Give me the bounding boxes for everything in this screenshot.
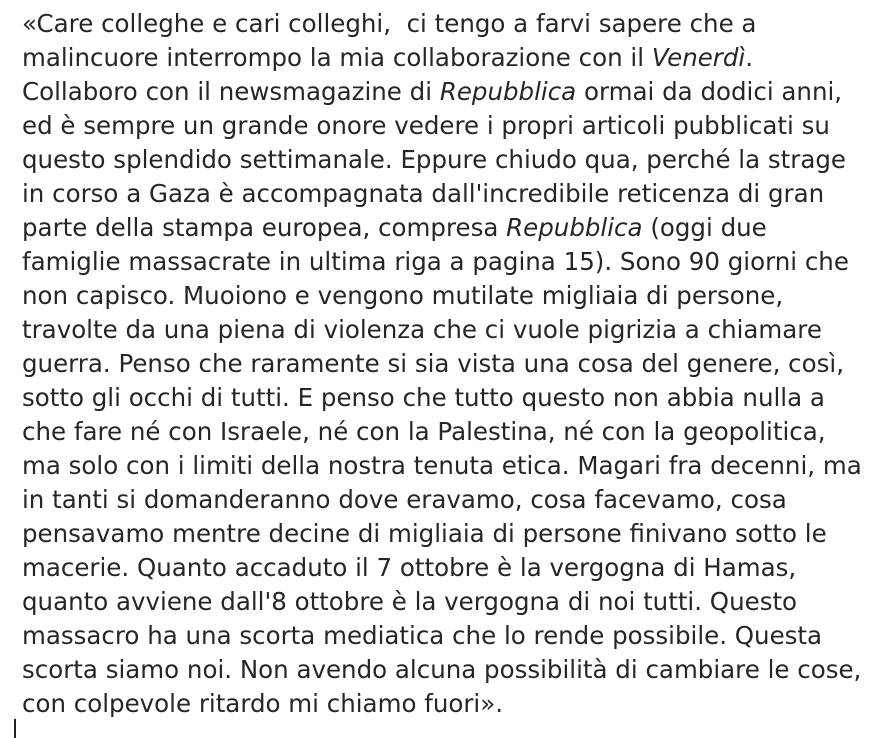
text-run: ma solo con i limiti della nostra tenuta etica. Magari fra decenni, ma: [22, 451, 862, 480]
text-run: scorta siamo noi. Non avendo alcuna possibilità di cambiare le cose,: [22, 655, 862, 684]
text-run: malincuore interrompo la mia collaborazione con il: [22, 43, 652, 72]
text-run: (oggi due: [642, 213, 767, 242]
text-line: [22, 449, 872, 483]
text-run: che fare né con Israele, né con la Palestina, né con la geopolitica,: [22, 417, 826, 446]
text-run: ed è sempre un grande onore vedere i propri articoli pubblicati su: [22, 111, 830, 140]
text-line: [22, 7, 872, 41]
text-run: ormai da dodici anni,: [576, 77, 843, 106]
text-line: [22, 585, 872, 619]
text-line: [22, 279, 872, 313]
italic-run: Repubblica: [506, 213, 643, 242]
text-run: con colpevole ritardo mi chiamo fuori».: [22, 689, 504, 718]
text-line: [22, 177, 872, 211]
text-line: [22, 347, 872, 381]
text-line: [22, 313, 872, 347]
text-line: [22, 245, 872, 279]
text-run: massacro ha una scorta mediatica che lo rende possibile. Questa: [22, 621, 823, 650]
text-line: [22, 551, 872, 585]
text-run: non capisco. Muoiono e vengono mutilate migliaia di persone,: [22, 281, 784, 310]
text-line: [22, 687, 872, 721]
text-run: questo splendido settimanale. Eppure chiudo qua, perché la strage: [22, 145, 846, 174]
text-run: .: [745, 43, 754, 72]
text-run: sotto gli occhi di tutti. E penso che tutto questo non abbia nulla a: [22, 383, 825, 412]
text-cursor: [14, 719, 16, 738]
text-run: in corso a Gaza è accompagnata dall'incredibile reticenza di gran: [22, 179, 825, 208]
text-run: quanto avviene dall'8 ottobre è la vergogna di noi tutti. Questo: [22, 587, 798, 616]
text-run: macerie. Quanto accaduto il 7 ottobre è la vergogna di Hamas,: [22, 553, 797, 582]
text-line: [22, 109, 872, 143]
text-run: Collaboro con il newsmagazine di: [22, 77, 440, 106]
text-line: [22, 517, 872, 551]
text-line: [22, 653, 872, 687]
text-line: [22, 415, 872, 449]
text-line: [22, 41, 872, 75]
text-line: [22, 75, 872, 109]
document-text[interactable]: [22, 7, 872, 721]
text-line: [22, 619, 872, 653]
text-line: [22, 381, 872, 415]
italic-run: Repubblica: [439, 77, 577, 106]
text-run: parte della stampa europea, compresa: [22, 213, 507, 242]
text-run: in tanti si domanderanno dove eravamo, cosa facevamo, cosa: [22, 485, 787, 514]
text-line: [22, 483, 872, 517]
text-line: [22, 143, 872, 177]
text-run: pensavamo mentre decine di migliaia di persone finivano sotto le: [22, 519, 827, 548]
text-run: famiglie massacrate in ultima riga a pagina 15). Sono 90 giorni che: [22, 247, 849, 276]
text-run: guerra. Penso che raramente si sia vista una cosa del genere, così,: [22, 349, 845, 378]
italic-run: Venerdì: [651, 43, 746, 72]
text-run: travolte da una piena di violenza che ci vuole pigrizia a chiamare: [22, 315, 822, 344]
text-run: «Care colleghe e cari colleghi, ci tengo a farvi sapere che a: [22, 9, 757, 38]
text-line: [22, 211, 872, 245]
